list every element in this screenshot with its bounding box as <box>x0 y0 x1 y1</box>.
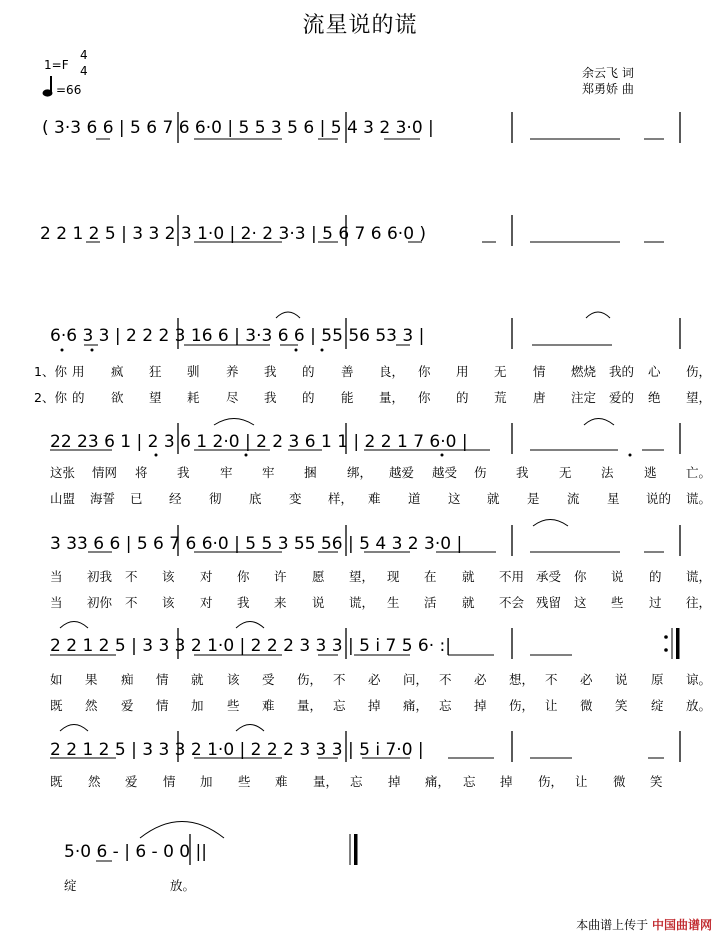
lyric-syllable: 唐 <box>533 390 546 405</box>
lyric-syllable: 说的 <box>646 491 672 506</box>
lyric-syllable: 经 <box>169 491 182 506</box>
lyric-syllable: 情 <box>163 774 176 789</box>
lyric-syllable: 绽 <box>64 878 77 893</box>
lyric-syllable: 不 <box>125 569 138 584</box>
lyric-syllable: 荒 <box>494 390 507 405</box>
lyric-syllable: 越爱 <box>389 465 415 480</box>
lyric-syllable: 海誓 <box>90 491 116 506</box>
lyric-syllable: 的 <box>456 390 469 405</box>
lyric-syllable: 伤 <box>474 465 487 480</box>
score-line-4 <box>0 424 720 464</box>
lyric-syllable: 微 <box>613 774 626 789</box>
lyric-syllable: 难 <box>368 491 381 506</box>
lyric-syllable: 尽 <box>226 390 239 405</box>
lyric-syllable: 想， <box>509 672 535 687</box>
lyric-syllable: 就 <box>191 672 204 687</box>
score-line-6 <box>0 628 720 668</box>
lyric-syllable: 这 <box>448 491 461 506</box>
lyric-syllable: 的 <box>649 569 662 584</box>
lyric-syllable: 注定 <box>571 390 597 405</box>
lyric-syllable: 样， <box>328 491 354 506</box>
lyric-syllable: 望 <box>149 390 162 405</box>
upload-footer <box>576 916 712 933</box>
lyric-syllable: 法 <box>601 465 614 480</box>
lyric-syllable: 量， <box>297 698 323 713</box>
song-title: 流星说的谎 <box>302 13 418 38</box>
lyric-syllable: 初我 <box>87 569 113 584</box>
score-text: 2 2 1 2 5 | 3 3 3 2 1·0 | 2 2 2 3 3 3 | 5 i 7 5 6· :| <box>50 636 451 656</box>
lyric-syllable: 你 <box>418 390 431 405</box>
lyrics-row <box>0 362 720 382</box>
lyric-syllable: 不 <box>439 672 452 687</box>
score-text: 6·6 3 3 | 2 2 2 3 16 6 | 3·3 6 6 | 55 56 53 3 | <box>50 326 425 346</box>
lyric-syllable: 放。 <box>686 698 712 713</box>
lyric-syllable: 我 <box>237 595 250 610</box>
lyric-syllable: 欲 <box>111 390 124 405</box>
lyric-syllable: 掉 <box>474 698 487 713</box>
time-signature-top: 4 <box>80 48 88 62</box>
lyric-syllable: 让 <box>545 698 558 713</box>
lyric-syllable: 谎， <box>686 569 712 584</box>
lyric-syllable: 这张 <box>50 465 76 480</box>
score-text: 2 2 1 2 5 | 3 3 3 2 1·0 | 2 2 2 3 3 3 | 5 i 7·0 | <box>50 740 424 760</box>
lyric-syllable: 忘 <box>439 698 452 713</box>
lyric-syllable: 加 <box>200 774 213 789</box>
lyric-syllable: 逃 <box>644 465 657 480</box>
lyric-syllable: 该 <box>227 672 240 687</box>
lyric-syllable: 狂 <box>149 364 162 379</box>
lyric-syllable: 你 <box>418 364 431 379</box>
lyric-syllable: 的 <box>302 390 315 405</box>
lyric-syllable: 你 <box>237 569 250 584</box>
score-line-3 <box>0 318 720 358</box>
lyric-syllable: 不会 <box>499 595 525 610</box>
lyric-syllable: 笑 <box>650 774 663 789</box>
score-text: 2 2 1 2 5 | 3 3 2 3 1·0 | 2· 2 3·3 | 5 6 7 6 6·0 ) <box>40 224 427 244</box>
lyric-syllable: 伤， <box>686 364 712 379</box>
lyric-syllable: 残留 <box>536 595 562 610</box>
lyrics-row <box>0 567 720 587</box>
lyric-syllable: 必 <box>368 672 381 687</box>
lyric-syllable: 放。 <box>170 878 196 893</box>
lyric-syllable: 我 <box>516 465 529 480</box>
lyric-syllable: 牢 <box>220 465 233 480</box>
lyric-syllable: 然 <box>85 698 98 713</box>
lyrics-row <box>0 876 720 896</box>
lyric-syllable: 受 <box>262 672 275 687</box>
lyric-syllable: 说 <box>312 595 325 610</box>
lyric-syllable: 果 <box>85 672 98 687</box>
lyric-syllable: 善 <box>341 364 354 379</box>
lyric-syllable: 当 <box>50 569 63 584</box>
lyric-syllable: 我 <box>264 390 277 405</box>
quarter-note-icon <box>42 76 52 96</box>
lyric-syllable: 伤， <box>297 672 323 687</box>
lyric-syllable: 养 <box>226 364 239 379</box>
lyrics-row <box>0 593 720 613</box>
lyric-syllable: 爱的 <box>609 390 635 405</box>
lyric-syllable: 既 <box>50 774 63 789</box>
lyric-syllable: 绽 <box>651 698 664 713</box>
lyrics-row <box>0 772 720 792</box>
lyric-syllable: 必 <box>474 672 487 687</box>
score-line-5 <box>0 526 720 566</box>
lyric-syllable: 承受 <box>536 569 562 584</box>
lyric-syllable: 心 <box>648 364 661 379</box>
footer-text: 本曲谱上传于 <box>576 918 649 932</box>
lyric-syllable: 疯 <box>111 364 124 379</box>
lyric-syllable: 望， <box>686 390 712 405</box>
lyric-syllable: 必 <box>580 672 593 687</box>
lyric-syllable: 捆 <box>304 465 317 480</box>
lyric-syllable: 说 <box>615 672 628 687</box>
lyric-syllable: 2、你 <box>34 390 67 405</box>
lyric-syllable: 能 <box>341 390 354 405</box>
lyric-syllable: 许 <box>274 569 287 584</box>
lyric-syllable: 说 <box>611 569 624 584</box>
lyric-syllable: 量， <box>313 774 339 789</box>
lyric-syllable: 山盟 <box>50 491 76 506</box>
lyric-syllable: 流 <box>567 491 580 506</box>
lyric-syllable: 过 <box>649 595 662 610</box>
lyrics-row <box>0 489 720 509</box>
lyric-syllable: 痛， <box>403 698 429 713</box>
lyric-syllable: 将 <box>135 465 148 480</box>
lyric-syllable: 掉 <box>500 774 513 789</box>
lyric-syllable: 当 <box>50 595 63 610</box>
lyric-syllable: 不 <box>125 595 138 610</box>
lyric-syllable: 难 <box>262 698 275 713</box>
lyric-syllable: 掉 <box>368 698 381 713</box>
lyric-syllable: 用 <box>72 364 85 379</box>
lyric-syllable: 既 <box>50 698 63 713</box>
lyric-syllable: 情 <box>156 672 169 687</box>
lyric-syllable: 如 <box>50 672 63 687</box>
lyric-syllable: 痛， <box>425 774 451 789</box>
lyric-syllable: 不 <box>333 672 346 687</box>
lyric-syllable: 绝 <box>648 390 661 405</box>
lyric-syllable: 变 <box>289 491 302 506</box>
lyric-syllable: 忘 <box>463 774 476 789</box>
lyric-syllable: 星 <box>607 491 620 506</box>
score-line-1 <box>0 110 720 150</box>
lyric-syllable: 情网 <box>92 465 118 480</box>
lyric-syllable: 不用 <box>499 569 525 584</box>
composer-credit: 郑勇娇 曲 <box>582 82 634 96</box>
lyric-syllable: 笑 <box>615 698 628 713</box>
lyric-syllable: 的 <box>72 390 85 405</box>
lyric-syllable: 我 <box>264 364 277 379</box>
lyric-syllable: 痴 <box>121 672 134 687</box>
score-text: 3 33 6 6 | 5 6 7 6 6·0 | 5 5 3 55 56 | 5 4 3 2 3·0 | <box>50 534 463 554</box>
score-text: ( 3·3 6 6 | 5 6 7 6 6·0 | 5 5 3 5 6 | 5 4 3 2 3·0 | <box>42 118 434 138</box>
score-line-2 <box>0 216 720 256</box>
lyric-syllable: 量， <box>379 390 405 405</box>
lyric-syllable: 彻 <box>209 491 222 506</box>
lyric-syllable: 我的 <box>609 364 635 379</box>
lyric-syllable: 不 <box>545 672 558 687</box>
lyric-syllable: 伤， <box>538 774 564 789</box>
lyric-syllable: 情 <box>533 364 546 379</box>
lyric-syllable: 亡。 <box>686 465 712 480</box>
lyric-syllable: 微 <box>580 698 593 713</box>
lyric-syllable: 道 <box>408 491 421 506</box>
lyric-syllable: 现 <box>387 569 400 584</box>
score-line-7 <box>0 732 720 772</box>
time-signature-bottom: 4 <box>80 64 88 78</box>
lyrics-row <box>0 463 720 483</box>
lyric-syllable: 然 <box>88 774 101 789</box>
lyric-syllable: 对 <box>200 595 213 610</box>
lyric-syllable: 谎。 <box>686 491 712 506</box>
lyric-syllable: 在 <box>424 569 437 584</box>
key-signature: 1=F <box>44 58 69 72</box>
lyric-syllable: 问， <box>403 672 429 687</box>
lyric-syllable: 掉 <box>388 774 401 789</box>
lyric-syllable: 些 <box>611 595 624 610</box>
lyric-syllable: 对 <box>200 569 213 584</box>
lyric-syllable: 该 <box>162 595 175 610</box>
lyric-syllable: 活 <box>424 595 437 610</box>
lyric-syllable: 忘 <box>350 774 363 789</box>
lyric-syllable: 让 <box>575 774 588 789</box>
lyric-syllable: 你 <box>574 569 587 584</box>
lyricist-credit: 余云飞 词 <box>582 66 634 80</box>
lyric-syllable: 些 <box>238 774 251 789</box>
lyric-syllable: 这 <box>574 595 587 610</box>
lyric-syllable: 底 <box>249 491 262 506</box>
lyric-syllable: 我 <box>177 465 190 480</box>
site-logo[interactable]: 中国曲谱网 <box>651 918 712 932</box>
lyrics-row <box>0 696 720 716</box>
lyric-syllable: 爱 <box>125 774 138 789</box>
lyric-syllable: 谅。 <box>686 672 712 687</box>
lyric-syllable: 来 <box>274 595 287 610</box>
lyric-syllable: 的 <box>302 364 315 379</box>
lyric-syllable: 情 <box>156 698 169 713</box>
lyric-syllable: 良， <box>379 364 405 379</box>
lyric-syllable: 就 <box>462 595 475 610</box>
lyric-syllable: 已 <box>130 491 143 506</box>
lyric-syllable: 该 <box>162 569 175 584</box>
lyric-syllable: 伤， <box>509 698 535 713</box>
lyric-syllable: 难 <box>275 774 288 789</box>
lyric-syllable: 是 <box>527 491 540 506</box>
lyric-syllable: 生 <box>387 595 400 610</box>
lyric-syllable: 初你 <box>87 595 113 610</box>
lyric-syllable: 绑， <box>347 465 373 480</box>
lyric-syllable: 1、你 <box>34 364 67 379</box>
lyric-syllable: 耗 <box>187 390 200 405</box>
lyric-syllable: 用 <box>456 364 469 379</box>
lyrics-row <box>0 670 720 690</box>
score-line-8 <box>0 834 720 874</box>
lyric-syllable: 越受 <box>432 465 458 480</box>
score-text: 5·0 6 - | 6 - 0 0 || <box>64 842 207 862</box>
lyric-syllable: 愿 <box>312 569 325 584</box>
lyric-syllable: 就 <box>462 569 475 584</box>
lyric-syllable: 谎， <box>349 595 375 610</box>
lyric-syllable: 原 <box>651 672 664 687</box>
lyrics-row <box>0 388 720 408</box>
tempo: =66 <box>56 83 82 97</box>
lyric-syllable: 往， <box>686 595 712 610</box>
lyric-syllable: 爱 <box>121 698 134 713</box>
lyric-syllable: 忘 <box>333 698 346 713</box>
lyric-syllable: 无 <box>494 364 507 379</box>
lyric-syllable: 牢 <box>262 465 275 480</box>
lyric-syllable: 无 <box>559 465 572 480</box>
lyric-syllable: 就 <box>487 491 500 506</box>
lyric-syllable: 加 <box>191 698 204 713</box>
lyric-syllable: 望， <box>349 569 375 584</box>
lyric-syllable: 些 <box>227 698 240 713</box>
score-text: 22 23 6 1 | 2 3 6 1 2·0 | 2 2 3 6 1 1 | 2 2 1 7 6·0 | <box>50 432 468 452</box>
lyric-syllable: 驯 <box>187 364 200 379</box>
lyric-syllable: 燃烧 <box>571 364 597 379</box>
